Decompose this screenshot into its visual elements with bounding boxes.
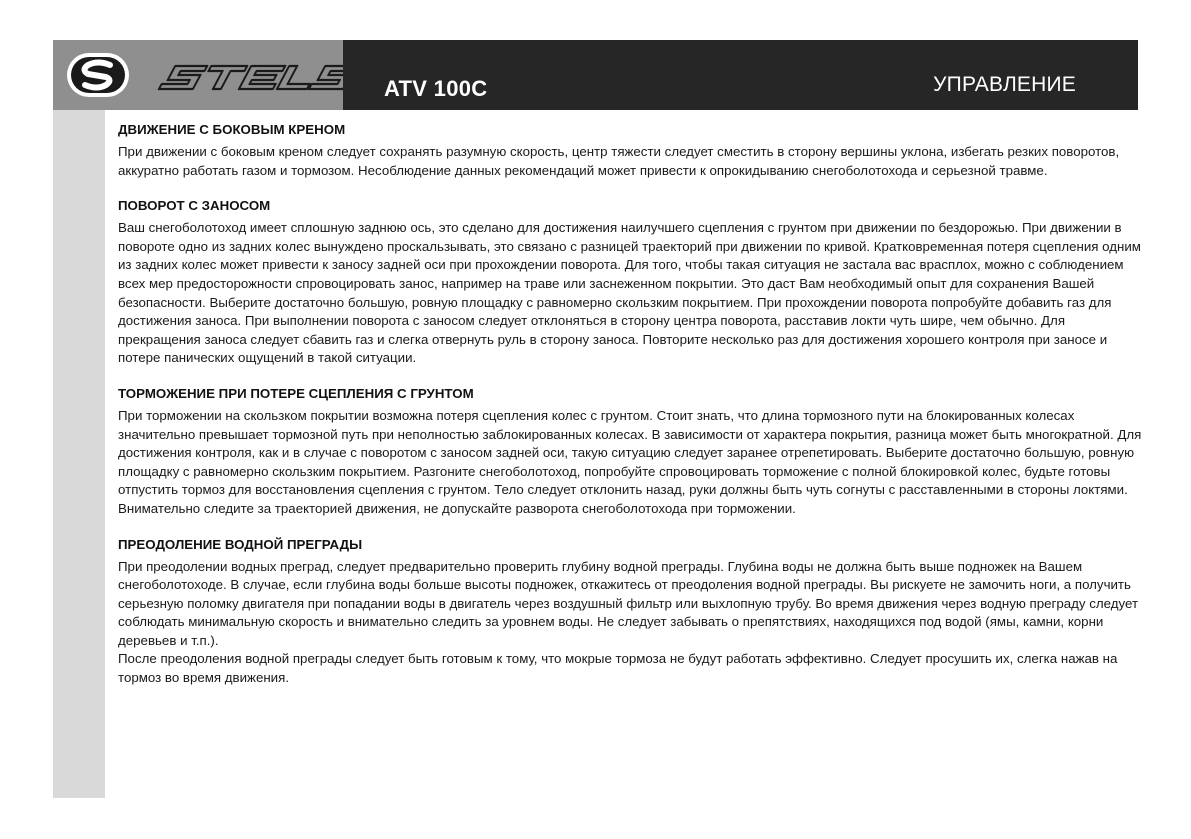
section-body: Ваш снегоболотоход имеет сплошную заднюю ось, это сделано для достижения наилучшего сцепления с грунтом при движении по бездорожью. При движении в повороте одно из задних колес вынуждено проскальзывать, это связано с разницей траекторий при движении по кривой. Кратковременная потеря сцепления одним из задних колес может привести к заносу задней оси при прохождении поворота. Для того, чтобы такая ситуация не застала вас врасплох, можно с соблюдением всех мер предосторожности спровоцировать занос, например на траве или заснеженном покрытии. Это даст Вам необходимый опыт для сохранения Вашей безопасности. Выберите достаточно большую, ровную площадку с равномерно скользким покрытием. При прохождении поворота попробуйте добавить газ для достижения заноса. При выполнении поворота с заносом следует отклоняться в сторону центра поворота, расставив локти чуть шире, чем обычно. Для прекращения заноса следует сбавить газ и слегка отвернуть руль в сторону заноса. Повторите несколько раз для достижения хорошего контроля при заносе и потере панических ощущений в такой ситуации. — [118, 220, 1141, 366]
brand-logo — [53, 40, 343, 110]
section-body-continued: После преодоления водной преграды следует быть готовым к тому, что мокрые тормоза не будут работать эффективно. Следует просушить их, слегка нажав на тормоз во время движения. — [118, 651, 1118, 686]
section-body: При торможении на скользком покрытии возможна потеря сцепления колес с грунтом. Стоит знать, что длина тормозного пути на блокированных колесах значительно превышает тормозной путь при неполностью заблокированных колесах. В зависимости от характера покрытия, разница может быть многократной. Для достижения контроля, как и в случае с поворотом с заносом задней оси, такую ситуацию следует заранее отрепетировать. Выберите достаточно большую, ровную площадку с равномерно скользким покрытием. Разгоните снегоболотоход, попробуйте спровоцировать торможение с полной блокировкой колес, будьте готовы отпустить тормоз для восстановления сцепления с грунтом. Тело следует отклонить назад, руки должны быть чуть согнуты с расставленными в стороны локтями. Внимательно следите за траекторией движения, не допускайте разворота снегоболотохода при торможении. — [118, 407, 1142, 516]
section-water-crossing — [118, 536, 1142, 688]
section-heading: ТОРМОЖЕНИЕ ПРИ ПОТЕРЕ СЦЕПЛЕНИЯ С ГРУНТОМ — [118, 385, 474, 401]
section-title: УПРАВЛЕНИЕ — [933, 73, 1076, 96]
model-name: ATV 100C — [384, 76, 488, 101]
section-body: При преодолении водных преград, следует предварительно проверить глубину водной преграды. Глубина воды не должна быть выше подножек на Вашем снегоболотоходе. В случае, если глубина воды больше высоты подножек, откажитесь от преодоления водной преграды. Вы рискуете не замочить ноги, а получить серьезную поломку двигателя при попадании воды в двигатель через воздушный фильтр или выхлопную трубу. Во время движения через водную преграду следует соблюдать минимальную скорость и внимательно следить за уровнем воды. Не следует забывать о препятствиях, находящихся под водой (ямы, камни, корни деревьев и т.п.). — [118, 558, 1139, 648]
section-heading: ПРЕОДОЛЕНИЕ ВОДНОЙ ПРЕГРАДЫ — [118, 536, 363, 552]
section-heading: ПОВОРОТ С ЗАНОСОМ — [118, 198, 271, 214]
stels-logo-icon — [53, 40, 343, 110]
page-header — [53, 40, 1138, 110]
section-side-roll — [118, 121, 1142, 180]
manual-content — [118, 121, 1142, 705]
section-skid-turn — [118, 197, 1142, 368]
section-heading: ДВИЖЕНИЕ С БОКОВЫМ КРЕНОМ — [118, 122, 346, 137]
section-body: При движении с боковым креном следует сохранять разумную скорость, центр тяжести следует сместить в сторону вершины уклона, избегать резких поворотов, аккуратно работать газом и тормозом. Несоблюдение данных рекомендаций может привести к опрокидыванию снегоболотохода и серьезной травме. — [118, 144, 1120, 178]
side-bar — [53, 110, 105, 798]
section-braking — [118, 385, 1142, 519]
